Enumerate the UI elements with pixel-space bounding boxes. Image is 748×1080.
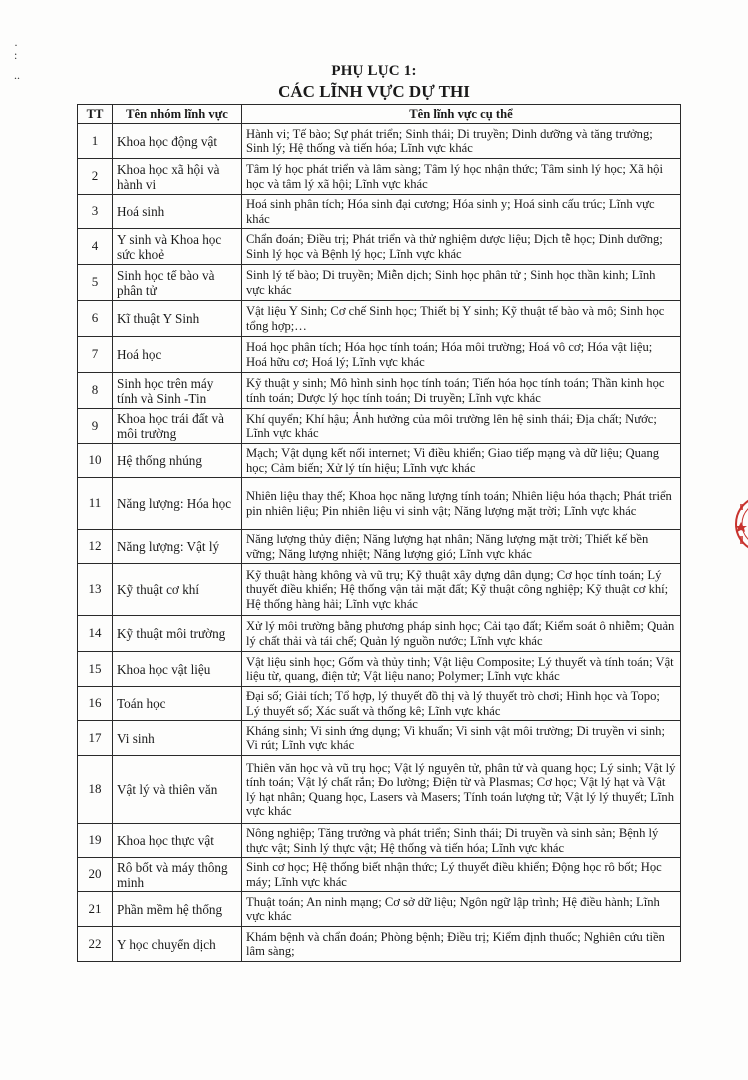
- row-number: 4: [78, 229, 113, 265]
- row-number: 15: [78, 652, 113, 687]
- field-group-name: Năng lượng: Hóa học: [113, 478, 242, 530]
- row-number: 16: [78, 687, 113, 721]
- table-row: [78, 159, 681, 195]
- row-number: 3: [78, 195, 113, 229]
- row-number: 14: [78, 616, 113, 652]
- field-group-name: Hoá học: [113, 337, 242, 373]
- row-number: 1: [78, 124, 113, 159]
- field-group-name: Rô bốt và máy thông minh: [113, 858, 242, 892]
- table-header-row: [78, 105, 681, 124]
- field-group-name: Khoa học thực vật: [113, 824, 242, 858]
- table-row: [78, 721, 681, 756]
- row-number: 13: [78, 564, 113, 616]
- field-group-name: Y học chuyển dịch: [113, 927, 242, 962]
- field-group-name: Toán học: [113, 687, 242, 721]
- table-row: [78, 892, 681, 927]
- red-stamp-seal: [730, 492, 748, 556]
- specific-fields: Thuật toán; An ninh mạng; Cơ sở dữ liệu; Ngôn ngữ lập trình; Hệ điều hành; Lĩnh vực khác: [242, 892, 681, 927]
- table-row: [78, 616, 681, 652]
- row-number: 9: [78, 409, 113, 444]
- specific-fields: Hoá sinh phân tích; Hóa sinh đại cương; Hóa sinh y; Hoá sinh cấu trúc; Lĩnh vực khác: [242, 195, 681, 229]
- table-row: [78, 373, 681, 409]
- table-row: [78, 824, 681, 858]
- table-row: [78, 927, 681, 962]
- header-fields: Tên lĩnh vực cụ thể: [242, 105, 681, 124]
- specific-fields: Thiên văn học và vũ trụ học; Vật lý nguyên tử, phân tử và quang học; Lý sinh; Vật lý tính toán; Vật lý chất rắn; Đo lường; Điện từ và Plasmas; Cơ học; Vật lý hạt và Vật lý hạt nhân; Quang học, Lasers và Masers; Tính toán lượng tử; Vật lý lý thuyết; Lĩnh vực khác: [242, 756, 681, 824]
- table-row: [78, 444, 681, 478]
- field-group-name: Vật lý và thiên văn: [113, 756, 242, 824]
- field-group-name: Khoa học động vật: [113, 124, 242, 159]
- specific-fields: Tâm lý học phát triển và lâm sàng; Tâm lý học nhận thức; Tâm sinh lý học; Xã hội học và tâm lý xã hội; Lĩnh vực khác: [242, 159, 681, 195]
- specific-fields: Kỹ thuật y sinh; Mô hình sinh học tính toán; Tiến hóa học tính toán; Thần kinh học tính toán; Dược lý học tính toán; Di truyền; Lĩnh vực khác: [242, 373, 681, 409]
- specific-fields: Đại số; Giải tích; Tổ hợp, lý thuyết đồ thị và lý thuyết trò chơi; Hình học và Topo; Lý thuyết số; Xác suất và thống kê; Lĩnh vực khác: [242, 687, 681, 721]
- table-row: [78, 564, 681, 616]
- row-number: 20: [78, 858, 113, 892]
- row-number: 12: [78, 530, 113, 564]
- field-group-name: Sinh học trên máy tính và Sinh -Tin: [113, 373, 242, 409]
- specific-fields: Năng lượng thủy điện; Năng lượng hạt nhân; Năng lượng mặt trời; Thiết kế bền vững; Năng lượng nhiệt; Năng lượng gió; Lĩnh vực khác: [242, 530, 681, 564]
- table-row: [78, 301, 681, 337]
- header-tt: TT: [78, 105, 113, 124]
- row-number: 6: [78, 301, 113, 337]
- field-group-name: Hệ thống nhúng: [113, 444, 242, 478]
- field-group-name: Kĩ thuật Y Sinh: [113, 301, 242, 337]
- table-row: [78, 478, 681, 530]
- table-row: [78, 337, 681, 373]
- row-number: 11: [78, 478, 113, 530]
- row-number: 5: [78, 265, 113, 301]
- row-number: 21: [78, 892, 113, 927]
- field-group-name: Năng lượng: Vật lý: [113, 530, 242, 564]
- row-number: 8: [78, 373, 113, 409]
- specific-fields: Kỹ thuật hàng không và vũ trụ; Kỹ thuật xây dựng dân dụng; Cơ học tính toán; Lý thuyết điều khiển; Hệ thống vận tải mặt đất; Kỹ thuật công nghiệp; Kỹ thuật cơ khí; Hệ thống hàng hải; Lĩnh vực khác: [242, 564, 681, 616]
- field-group-name: Kỹ thuật cơ khí: [113, 564, 242, 616]
- specific-fields: Nông nghiệp; Tăng trưởng và phát triển; Sinh thái; Di truyền và sinh sản; Bệnh lý thực vật; Sinh lý thực vật; Hệ thống và tiến hóa; Lĩnh vực khác: [242, 824, 681, 858]
- field-group-name: Sinh học tế bào và phân tử: [113, 265, 242, 301]
- specific-fields: Hành vi; Tế bào; Sự phát triển; Sinh thái; Di truyền; Dinh dưỡng và tăng trưởng; Sinh lý; Hệ thống và tiến hóa; Lĩnh vực khác: [242, 124, 681, 159]
- row-number: 18: [78, 756, 113, 824]
- appendix-title: PHỤ LỤC 1:: [331, 63, 417, 79]
- row-number: 7: [78, 337, 113, 373]
- specific-fields: Sinh lý tế bào; Di truyền; Miễn dịch; Sinh học phân tử ; Sinh học thần kinh; Lĩnh vực khác: [242, 265, 681, 301]
- specific-fields: Khám bệnh và chẩn đoán; Phòng bệnh; Điều trị; Kiểm định thuốc; Nghiên cứu tiền lâm sàng;: [242, 927, 681, 962]
- row-number: 17: [78, 721, 113, 756]
- row-number: 19: [78, 824, 113, 858]
- table-row: [78, 858, 681, 892]
- field-group-name: Khoa học trái đất và môi trường: [113, 409, 242, 444]
- field-group-name: Kỹ thuật môi trường: [113, 616, 242, 652]
- field-group-name: Khoa học xã hội và hành vi: [113, 159, 242, 195]
- field-group-name: Khoa học vật liệu: [113, 652, 242, 687]
- specific-fields: Khí quyển; Khí hậu; Ảnh hưởng của môi trường lên hệ sinh thái; Địa chất; Nước; Lĩnh vực khác: [242, 409, 681, 444]
- specific-fields: Sinh cơ học; Hệ thống biết nhận thức; Lý thuyết điều khiển; Động học rô bốt; Học máy; Lĩnh vực khác: [242, 858, 681, 892]
- specific-fields: Vật liệu sinh học; Gốm và thủy tinh; Vật liệu Composite; Lý thuyết và tính toán; Vật liệu từ, quang, điện tử; Vật liệu nano; Polymer; Lĩnh vực khác: [242, 652, 681, 687]
- field-group-name: Hoá sinh: [113, 195, 242, 229]
- row-number: 22: [78, 927, 113, 962]
- title-block: [0, 62, 748, 102]
- specific-fields: Kháng sinh; Vi sinh ứng dụng; Vi khuẩn; Vi sinh vật môi trường; Di truyền vi sinh; Vi rút; Lĩnh vực khác: [242, 721, 681, 756]
- table-row: [78, 229, 681, 265]
- specific-fields: Mạch; Vật dụng kết nối internet; Vi điều khiển; Giao tiếp mạng và dữ liệu; Quang học; Cảm biến; Xử lý tín hiệu; Lĩnh vực khác: [242, 444, 681, 478]
- specific-fields: Xử lý môi trường bằng phương pháp sinh học; Cải tạo đất; Kiểm soát ô nhiễm; Quản lý chất thải và tái chế; Quản lý nguồn nước; Lĩnh vực khác: [242, 616, 681, 652]
- table-row: [78, 530, 681, 564]
- field-group-name: Phần mềm hệ thống: [113, 892, 242, 927]
- margin-marks: · : ..: [14, 38, 20, 82]
- table-row: [78, 265, 681, 301]
- table-row: [78, 756, 681, 824]
- table-row: [78, 195, 681, 229]
- row-number: 2: [78, 159, 113, 195]
- specific-fields: Nhiên liệu thay thế; Khoa học năng lượng tính toán; Nhiên liệu hóa thạch; Phát triển pin nhiên liệu; Pin nhiên liệu vi sinh vật; Năng lượng mặt trời; Lĩnh vực khác: [242, 478, 681, 530]
- field-group-name: Vi sinh: [113, 721, 242, 756]
- table-row: [78, 409, 681, 444]
- document-title: CÁC LĨNH VỰC DỰ THI: [278, 82, 470, 101]
- table-row: [78, 687, 681, 721]
- specific-fields: Hoá học phân tích; Hóa học tính toán; Hóa môi trường; Hoá vô cơ; Hóa vật liệu; Hoá hữu cơ; Hoá lý; Lĩnh vực khác: [242, 337, 681, 373]
- row-number: 10: [78, 444, 113, 478]
- header-group: Tên nhóm lĩnh vực: [113, 105, 242, 124]
- fields-table: [77, 104, 681, 962]
- table-row: [78, 652, 681, 687]
- specific-fields: Chẩn đoán; Điều trị; Phát triển và thử nghiệm dược liệu; Dịch tễ học; Dinh dưỡng; Sinh lý học và Bệnh lý học; Lĩnh vực khác: [242, 229, 681, 265]
- specific-fields: Vật liệu Y Sinh; Cơ chế Sinh học; Thiết bị Y sinh; Kỹ thuật tế bào và mô; Sinh học tổng hợp;…: [242, 301, 681, 337]
- table-row: [78, 124, 681, 159]
- field-group-name: Y sinh và Khoa học sức khoẻ: [113, 229, 242, 265]
